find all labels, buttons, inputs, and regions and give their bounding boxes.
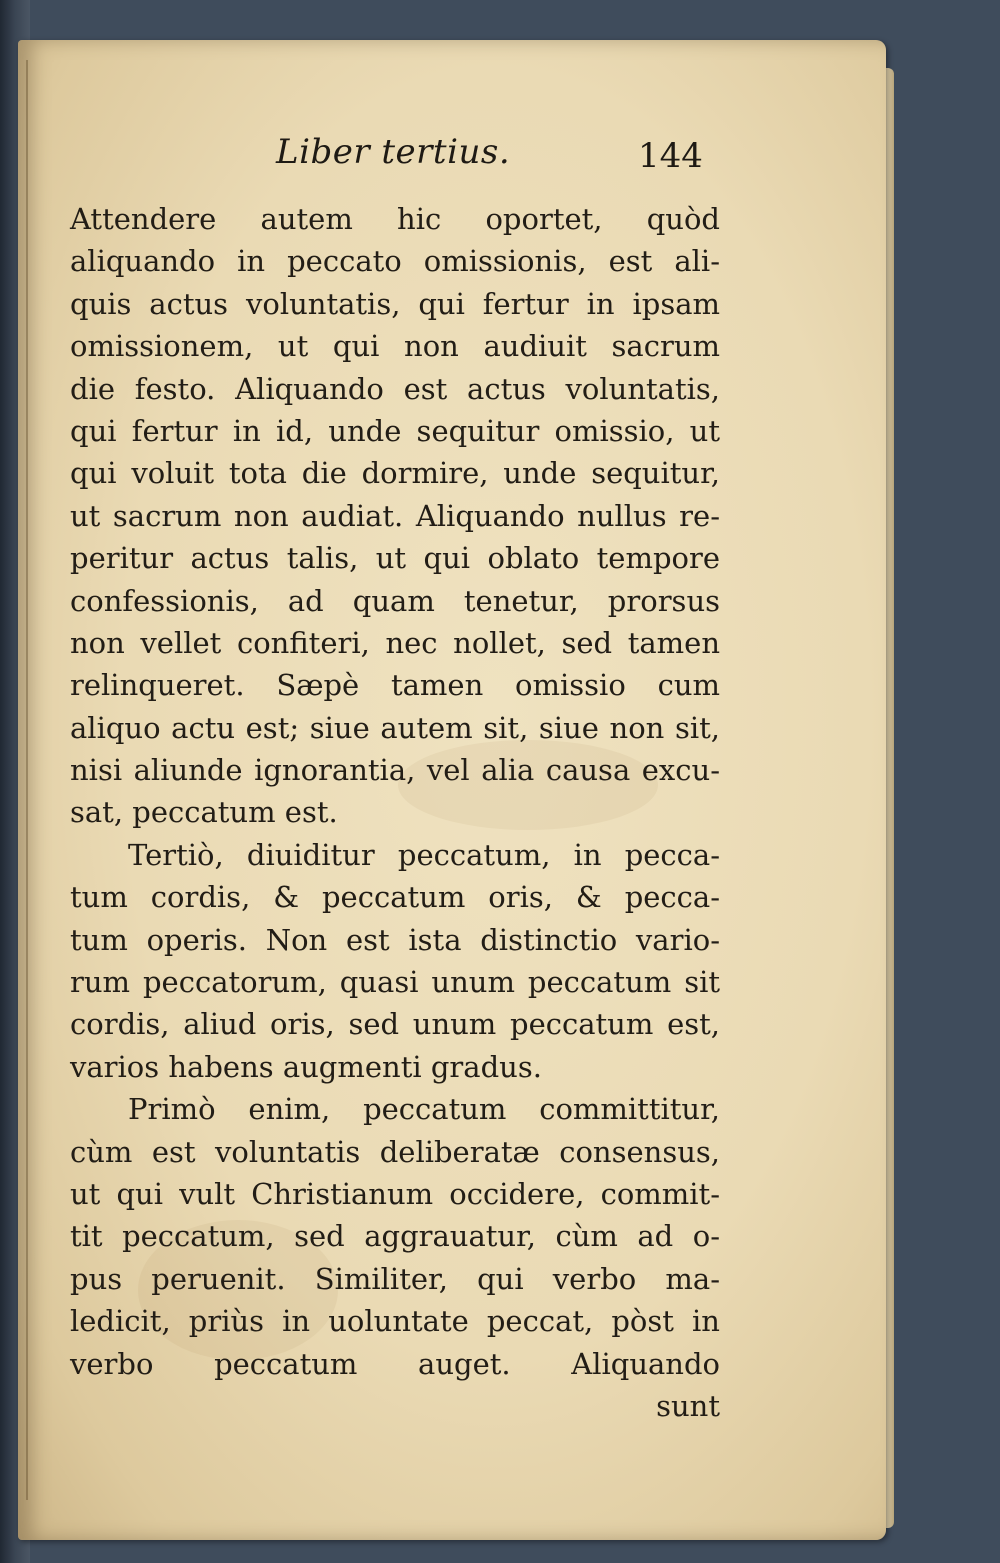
text-line: ledicit, priùs in uoluntate peccat, pòst in [70, 1304, 720, 1339]
text-line: Primò enim, peccatum committitur, [128, 1092, 720, 1127]
catchword: sunt [656, 1388, 720, 1423]
text-line: non vellet confiteri, nec nollet, sed tamen [70, 625, 720, 660]
book-page [18, 40, 886, 1540]
text-line: qui fertur in id, unde sequitur omissio, ut [70, 413, 720, 448]
text-line: nisi aliunde ignorantia, vel alia causa excu- [70, 753, 720, 788]
running-head-title: Liber tertius. [276, 132, 511, 172]
text-line: peritur actus talis, ut qui oblato tempore [70, 541, 720, 576]
text-line: tum cordis, & peccatum oris, & pecca- [70, 880, 720, 915]
text-line: tit peccatum, sed aggrauatur, cùm ad o- [70, 1219, 720, 1254]
text-line: rum peccatorum, quasi unum peccatum sit [70, 965, 720, 1000]
text-line: omissionem, ut qui non audiuit sacrum [70, 329, 720, 364]
text-line: pus peruenit. Similiter, qui verbo ma- [70, 1261, 720, 1296]
text-line: ut qui vult Christianum occidere, commit- [70, 1176, 720, 1211]
text-line: aliquando in peccato omissionis, est ali- [70, 244, 720, 279]
text-line: ut sacrum non audiat. Aliquando nullus re- [70, 498, 720, 533]
text-line: cordis, aliud oris, sed unum peccatum est, [70, 1007, 720, 1042]
body-text [70, 198, 720, 1427]
text-line: Attendere autem hic oportet, quòd [70, 202, 720, 236]
text-line: confessionis, ad quam tenetur, prorsus [70, 583, 720, 618]
text-line: aliquo actu est; siue autem sit, siue non sit, [70, 710, 720, 745]
page-number: 144 [638, 136, 703, 176]
text-line: qui voluit tota die dormire, unde sequitur, [70, 456, 720, 491]
text-line: Tertiò, diuiditur peccatum, in pecca- [128, 837, 720, 872]
text-line: quis actus voluntatis, qui fertur in ipsam [70, 286, 720, 321]
text-line: varios habens augmenti gradus. [70, 1049, 542, 1084]
text-line: cùm est voluntatis deliberatæ consensus, [70, 1134, 720, 1169]
text-line: tum operis. Non est ista distinctio vario- [70, 922, 720, 957]
text-line: relinqueret. Sæpè tamen omissio cum [70, 668, 720, 703]
gutter-shadow [26, 60, 28, 1500]
text-line: die festo. Aliquando est actus voluntatis, [70, 371, 720, 406]
running-head [18, 132, 878, 192]
text-line: sat, peccatum est. [70, 795, 338, 830]
text-line: verbo peccatum auget. Aliquando [70, 1346, 720, 1381]
